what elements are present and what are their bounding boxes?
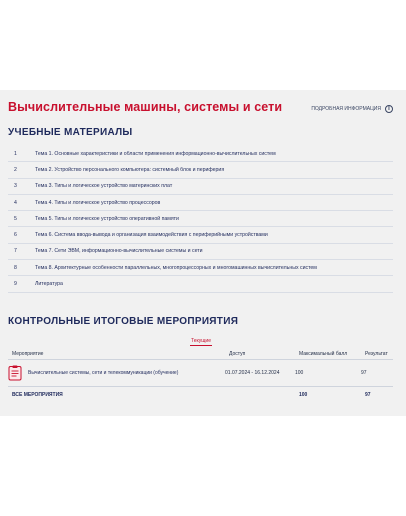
material-item[interactable] (8, 227, 393, 243)
document-icon (8, 365, 22, 381)
events-total-row (8, 387, 393, 403)
event-name-link[interactable]: Вычислительные системы, сети и телекоммуникации (обучение) (28, 370, 179, 376)
info-icon: I (385, 105, 393, 113)
material-link[interactable]: Тема 3. Типы и логическое устройство материнских плат (35, 183, 173, 190)
events-section-title: КОНТРОЛЬНЫЕ ИТОГОВЫЕ МЕРОПРИЯТИЯ (8, 316, 239, 327)
events-table-header (8, 348, 393, 360)
material-link[interactable]: Тема 4. Типы и логическое устройство процессоров (35, 199, 161, 206)
material-item[interactable] (8, 211, 393, 227)
total-label: ВСЕ МЕРОПРИЯТИЯ (12, 392, 63, 398)
material-link[interactable]: Тема 5. Типы и логическое устройство оперативной памяти (35, 215, 179, 222)
material-number: 9 (14, 281, 17, 288)
total-max-score: 100 (299, 392, 308, 398)
more-info-link[interactable] (311, 105, 393, 113)
column-header-access: Доступ (229, 350, 246, 357)
material-number: 7 (14, 248, 17, 255)
material-link[interactable]: Тема 8. Архитектурные особенности параллельных, многопроцессорных и многомашинных вычислительных систем (35, 264, 317, 271)
material-item[interactable] (8, 146, 393, 162)
column-header-result: Результат (365, 350, 388, 357)
material-link[interactable]: Тема 6. Система ввода-вывода и организация взаимодействия с периферийными устройствами (35, 232, 268, 239)
material-link[interactable]: Тема 1. Основные характеристики и области применения информационно-вычислительных систем (35, 150, 276, 157)
event-result: 97 (361, 370, 367, 376)
event-access: 01.07.2024 - 16.12.2024 (225, 370, 280, 376)
material-number: 5 (14, 215, 17, 222)
events-table (8, 348, 393, 403)
material-link[interactable]: Тема 7. Сети ЭВМ, информационно-вычислительные системы и сети (35, 248, 203, 255)
materials-section-title: УЧЕБНЫЕ МАТЕРИАЛЫ (8, 127, 133, 138)
more-info-label: ПОДРОБНАЯ ИНФОРМАЦИЯ (311, 106, 381, 112)
material-number: 3 (14, 183, 17, 190)
event-cell (8, 365, 225, 381)
tab-current[interactable]: Текущие (191, 338, 211, 344)
material-number: 2 (14, 166, 17, 173)
material-item[interactable] (8, 179, 393, 195)
material-item[interactable] (8, 162, 393, 178)
material-number: 4 (14, 199, 17, 206)
material-item[interactable] (8, 276, 393, 292)
material-number: 1 (14, 150, 17, 157)
material-link[interactable]: Литература (35, 281, 63, 288)
material-link[interactable]: Тема 2. Устройство персонального компьютера: системный блок и периферия (35, 166, 225, 173)
materials-list (8, 146, 393, 293)
column-header-event: Мероприятие (12, 350, 44, 357)
material-item[interactable] (8, 195, 393, 211)
page-title: Вычислительные машины, системы и сети (8, 100, 283, 114)
material-number: 6 (14, 232, 17, 239)
material-number: 8 (14, 264, 17, 271)
column-header-max-score: Максимальный балл (299, 350, 348, 357)
event-max-score: 100 (295, 370, 304, 376)
material-item[interactable] (8, 244, 393, 260)
table-row[interactable] (8, 360, 393, 387)
material-item[interactable] (8, 260, 393, 276)
total-result: 97 (365, 392, 371, 398)
